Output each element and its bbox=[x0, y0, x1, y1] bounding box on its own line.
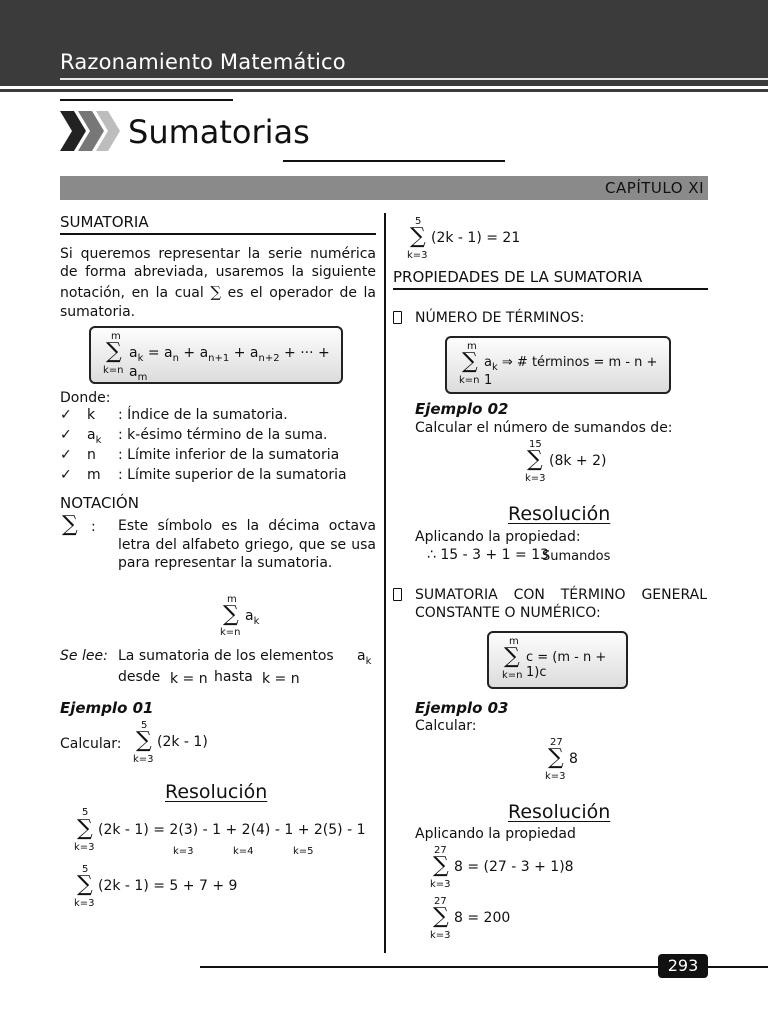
sigma-icon: ∑ bbox=[548, 745, 564, 770]
sigma-icon: ∑ bbox=[462, 349, 478, 374]
sigma-icon: ∑ bbox=[504, 644, 520, 669]
donde-label: Donde: bbox=[60, 390, 111, 406]
page-header bbox=[0, 0, 768, 89]
ejemplo02-text: Calcular el número de sumandos de: bbox=[415, 420, 673, 436]
se-lee-ak bbox=[357, 647, 371, 671]
se-lee-label: Se lee: bbox=[60, 648, 108, 664]
checkmark-icon: ✓ bbox=[60, 467, 72, 483]
sigma-icon: ∑ bbox=[136, 728, 152, 753]
res1-under-k4: k=4 bbox=[233, 846, 254, 857]
prop1-expr-text: $a_k$ ⇒ # términos = m - n + 1 bbox=[484, 355, 658, 388]
res-sumandos: Sumandos bbox=[542, 549, 611, 564]
chevrons-icon bbox=[60, 111, 120, 151]
ejemplo01-calc: Calcular: bbox=[60, 736, 122, 752]
intro-text: Si queremos representar la serie numérica de forma abreviada, usaremos la siguiente notación, en la cual bbox=[60, 246, 376, 301]
sum-lower-limit: k=n bbox=[502, 670, 523, 681]
hasta-word: hasta bbox=[214, 669, 253, 685]
prop1-expr bbox=[484, 355, 669, 388]
se-lee-text: La sumatoria de los elementos bbox=[118, 648, 334, 664]
ejemplo03-calc: Calcular: bbox=[415, 718, 477, 734]
where-description: : Índice de la sumatoria. bbox=[118, 407, 288, 423]
prop1-box bbox=[445, 336, 671, 394]
sum-upper-limit: m bbox=[227, 594, 237, 605]
sum-lower-limit: k=n bbox=[103, 365, 124, 376]
sum-lower-limit: k=3 bbox=[133, 754, 154, 765]
resolucion-heading: Resolución bbox=[165, 781, 268, 803]
ejemplo03-title: Ejemplo 03 bbox=[415, 699, 509, 717]
sum-lower-limit: k=3 bbox=[407, 250, 428, 261]
checkmark-icon: ✓ bbox=[60, 407, 72, 423]
chapter-label: CAPÍTULO XI bbox=[605, 179, 704, 197]
title-top-rule bbox=[60, 99, 233, 101]
aplicando-propiedad: Aplicando la propiedad: bbox=[415, 529, 581, 545]
notacion-expr bbox=[245, 608, 259, 627]
resolucion-heading: Resolución bbox=[508, 801, 611, 823]
header-rule bbox=[60, 78, 768, 80]
desde-word: desde bbox=[118, 669, 161, 685]
sum-upper-limit: 5 bbox=[82, 807, 89, 818]
sum-upper-limit: m bbox=[111, 331, 121, 342]
sum-upper-limit: 5 bbox=[82, 864, 89, 875]
top-formula-expr: (2k - 1) = 21 bbox=[431, 230, 521, 246]
sigma-icon: ∑ bbox=[77, 872, 93, 897]
sigma-icon: ∑ bbox=[433, 853, 449, 878]
square-bullet-icon bbox=[393, 588, 402, 601]
where-description: : k-ésimo término de la suma. bbox=[118, 427, 328, 443]
sum-lower-limit: k=n bbox=[220, 627, 241, 638]
sum-upper-limit: 15 bbox=[529, 439, 542, 450]
res3b-expr: 8 = 200 bbox=[454, 910, 511, 926]
ejemplo03-expr: 8 bbox=[569, 751, 578, 767]
ejemplo02-expr: (8k + 2) bbox=[549, 453, 607, 469]
sum-upper-limit: 5 bbox=[141, 720, 148, 731]
ejemplo01-expr: (2k - 1) bbox=[157, 734, 208, 750]
checkmark-icon: ✓ bbox=[60, 447, 72, 463]
sigma-icon: ∑ bbox=[527, 447, 543, 472]
res2-expr: (2k - 1) = 5 + 7 + 9 bbox=[98, 878, 238, 894]
prop2-expr: c = (m - n + 1)c bbox=[526, 650, 607, 680]
ejemplo02-title: Ejemplo 02 bbox=[415, 400, 509, 418]
square-bullet-icon bbox=[393, 311, 402, 324]
sum-upper-limit: 27 bbox=[434, 845, 447, 856]
res1-expr: (2k - 1) = 2(3) - 1 + 2(4) - 1 + 2(5) - 1 bbox=[98, 822, 366, 838]
formula-expr: $a_k = a_n + a_{n+1} + a_{n+2}$ + ··· + $a_m$ bbox=[129, 345, 330, 383]
sum-upper-limit: 27 bbox=[550, 737, 563, 748]
sumatoria-rule bbox=[60, 233, 376, 235]
where-description: : Límite inferior de la sumatoria bbox=[118, 447, 340, 463]
formula-expression bbox=[129, 345, 341, 383]
notacion-expr-text: $a_k$ bbox=[245, 608, 260, 627]
se-lee-ak-text: $a_k$ bbox=[357, 648, 372, 667]
res1-under-k5: k=5 bbox=[293, 846, 314, 857]
sigma-icon: ∑ bbox=[433, 904, 449, 929]
notacion-heading: NOTACIÓN bbox=[60, 494, 139, 512]
notacion-text: Este símbolo es la décima octava letra del alfabeto griego, que se usa para representar la sumatoria. bbox=[118, 518, 376, 571]
sum-upper-limit: m bbox=[467, 341, 477, 352]
book-title: Razonamiento Matemático bbox=[60, 50, 346, 74]
prop2-title: SUMATORIA CON TÉRMINO GENERAL CONSTANTE O NUMÉRICO: bbox=[415, 587, 707, 621]
sigma-icon: ∑ bbox=[223, 602, 239, 627]
where-symbol: $a_k$ bbox=[87, 427, 102, 446]
sumatoria-heading: SUMATORIA bbox=[60, 213, 149, 231]
res1-under-k3: k=3 bbox=[173, 846, 194, 857]
sigma-icon: ∑ bbox=[62, 512, 78, 537]
where-symbol: m bbox=[87, 467, 101, 483]
desde-value: k = n bbox=[170, 671, 208, 687]
checkmark-icon: ✓ bbox=[60, 427, 72, 443]
sigma-icon: ∑ bbox=[410, 224, 426, 249]
sigma-icon: ∑ bbox=[210, 283, 222, 301]
prop1-title: NÚMERO DE TÉRMINOS: bbox=[415, 310, 585, 326]
propiedades-heading: PROPIEDADES DE LA SUMATORIA bbox=[393, 268, 643, 286]
formula-box bbox=[89, 326, 343, 384]
sum-lower-limit: k=3 bbox=[74, 842, 95, 853]
res-result: ∴ 15 - 3 + 1 = 13 bbox=[427, 547, 550, 563]
where-item bbox=[60, 466, 380, 484]
sum-upper-limit: 27 bbox=[434, 896, 447, 907]
prop2-box bbox=[487, 631, 628, 689]
where-item bbox=[60, 406, 380, 424]
aplicando3: Aplicando la propiedad bbox=[415, 826, 576, 842]
intro-paragraph bbox=[60, 245, 376, 321]
sigma-icon: ∑ bbox=[77, 816, 93, 841]
chapter-title: Sumatorias bbox=[128, 113, 310, 151]
sum-lower-limit: k=n bbox=[459, 375, 480, 386]
sum-upper-limit: 5 bbox=[415, 216, 422, 227]
resolucion-heading: Resolución bbox=[508, 503, 611, 525]
sum-lower-limit: k=3 bbox=[545, 771, 566, 782]
notacion-colon: : bbox=[91, 519, 96, 535]
intro-tail: es el operador de la sumatoria. bbox=[60, 285, 376, 320]
where-symbol: k bbox=[87, 407, 96, 423]
res3a-expr: 8 = (27 - 3 + 1)8 bbox=[454, 859, 574, 875]
where-item bbox=[60, 426, 380, 444]
column-divider bbox=[384, 213, 386, 953]
page-number: 293 bbox=[658, 954, 708, 978]
sum-lower-limit: k=3 bbox=[430, 930, 451, 941]
where-description: : Límite superior de la sumatoria bbox=[118, 467, 347, 483]
sum-lower-limit: k=3 bbox=[74, 898, 95, 909]
where-item bbox=[60, 446, 380, 464]
ejemplo01-title: Ejemplo 01 bbox=[60, 699, 154, 717]
title-bottom-rule bbox=[283, 160, 505, 162]
sum-lower-limit: k=3 bbox=[525, 473, 546, 484]
hasta-value: k = n bbox=[262, 671, 300, 687]
sum-upper-limit: m bbox=[509, 636, 519, 647]
sigma-icon: ∑ bbox=[106, 339, 122, 364]
sum-lower-limit: k=3 bbox=[430, 879, 451, 890]
where-symbol: n bbox=[87, 447, 96, 463]
propiedades-rule bbox=[393, 288, 708, 290]
